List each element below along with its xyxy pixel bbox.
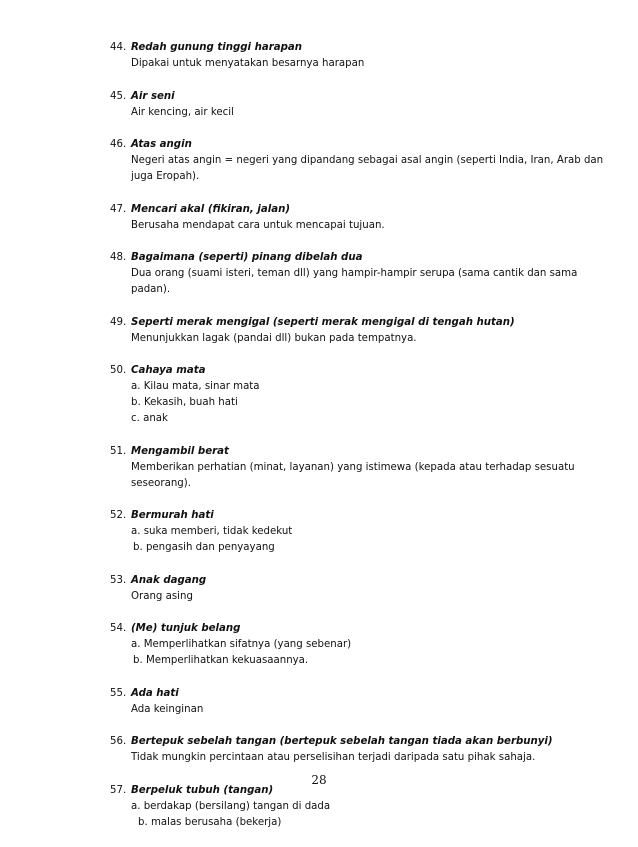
definition-line: Ada keinginan [131, 703, 204, 715]
definition-line: b. pengasih dan penyayang [133, 542, 275, 553]
entry-number: 56. [110, 736, 127, 747]
entry-term: Seperti merak mengigal (seperti merak mengigal di tengah hutan) [131, 316, 515, 328]
entry-heading [110, 508, 590, 524]
entry-heading [110, 621, 590, 637]
entry-definition [110, 331, 590, 347]
entry-number: 48. [110, 252, 127, 263]
list-item [110, 686, 590, 718]
definition-line: Dua orang (suami isteri, teman dll) yang hampir-hampir serupa (sama cantik dan sama [131, 268, 578, 279]
entry-term: Bermurah hati [131, 510, 214, 521]
entry-number: 52. [110, 510, 127, 521]
entry-term: Anak dagang [131, 574, 207, 586]
entry-definition [110, 460, 590, 492]
entry-heading [110, 250, 590, 266]
list-item [110, 363, 590, 427]
entry-definition [110, 218, 590, 234]
entry-term: Mencari akal (fikiran, jalan) [131, 203, 290, 215]
entry-number: 47. [110, 203, 127, 215]
definition-line: c. anak [131, 413, 168, 424]
entry-heading [110, 444, 590, 460]
definition-line: a. suka memberi, tidak kedekut [131, 526, 293, 537]
list-item [110, 508, 590, 556]
list-item [110, 250, 590, 298]
entry-heading [110, 315, 590, 331]
entry-term: Redah gunung tinggi harapan [131, 42, 303, 53]
definition-line: b. malas berusaha (bekerja) [138, 816, 282, 828]
definition-line: a. Kilau mata, sinar mata [131, 381, 260, 392]
list-item [110, 89, 590, 121]
entry-definition [110, 750, 590, 766]
list-item [110, 444, 590, 492]
entry-definition [110, 589, 590, 605]
entry-heading [110, 40, 590, 56]
entry-definition [110, 524, 590, 556]
entry-heading [110, 686, 590, 702]
entry-number: 46. [110, 139, 127, 150]
definition-line: b. Memperlihatkan kekuasaannya. [133, 655, 309, 666]
entry-term: Mengambil berat [131, 445, 229, 457]
entry-heading [110, 202, 590, 218]
list-item [110, 40, 590, 72]
entry-term: Ada hati [131, 687, 179, 699]
definition-line: a. berdakap (bersilang) tangan di dada [131, 800, 331, 812]
definition-line: Dipakai untuk menyatakan besarnya harapan [131, 58, 365, 69]
entry-definition [110, 266, 590, 298]
entry-number: 45. [110, 90, 127, 102]
entry-heading [110, 89, 590, 105]
definition-line: padan). [131, 284, 171, 295]
definition-line: Menunjukkan lagak (pandai dll) bukan pada tempatnya. [131, 332, 417, 344]
entry-number: 57. [110, 784, 127, 796]
entry-term: Cahaya mata [131, 365, 206, 376]
entry-heading [110, 363, 590, 379]
idiom-list [110, 40, 604, 847]
list-item [110, 202, 590, 234]
definition-line: juga Eropah). [131, 171, 200, 182]
definition-line: a. Memperlihatkan sifatnya (yang sebenar) [131, 639, 352, 650]
entry-heading [110, 137, 590, 153]
entry-number: 51. [110, 445, 127, 457]
list-item [110, 137, 604, 185]
list-item [110, 734, 590, 766]
entry-definition [110, 702, 590, 718]
entry-term: Atas angin [131, 139, 192, 150]
entry-heading [110, 573, 590, 589]
entry-definition [110, 637, 590, 669]
entry-term: Air seni [131, 90, 175, 102]
entry-term: Berpeluk tubuh (tangan) [131, 784, 274, 796]
entry-number: 50. [110, 365, 127, 376]
entry-number: 55. [110, 687, 127, 699]
entry-definition [110, 153, 604, 185]
definition-line: Memberikan perhatian (minat, layanan) yang istimewa (kepada atau terhadap sesuatu [131, 461, 575, 473]
definition-line: Negeri atas angin = negeri yang dipandang sebagai asal angin (seperti India, Iran, Arab dan [131, 155, 604, 166]
list-item [110, 315, 590, 347]
definition-line: seseorang). [131, 477, 191, 489]
definition-line: Berusaha mendapat cara untuk mencapai tujuan. [131, 219, 385, 231]
entry-number: 54. [110, 623, 127, 634]
definition-line: Orang asing [131, 590, 193, 602]
list-item [110, 621, 590, 669]
entry-term: Bertepuk sebelah tangan (bertepuk sebelah tangan tiada akan berbunyi) [131, 736, 553, 747]
entry-term: (Me) tunjuk belang [131, 623, 241, 634]
entry-number: 44. [110, 42, 127, 53]
definition-line: Air kencing, air kecil [131, 106, 234, 118]
page-number: 28 [311, 773, 327, 787]
entry-number: 53. [110, 574, 127, 586]
list-item [110, 573, 590, 605]
entry-number: 49. [110, 316, 127, 328]
entry-definition [110, 105, 590, 121]
entry-heading [110, 734, 590, 750]
definition-line: b. Kekasih, buah hati [131, 397, 238, 408]
definition-line: Tidak mungkin percintaan atau perselisihan terjadi daripada satu pihak sahaja. [131, 752, 536, 763]
entry-definition [110, 379, 590, 427]
entry-definition [110, 56, 590, 72]
list-item [110, 783, 590, 831]
entry-term: Bagaimana (seperti) pinang dibelah dua [131, 252, 363, 263]
